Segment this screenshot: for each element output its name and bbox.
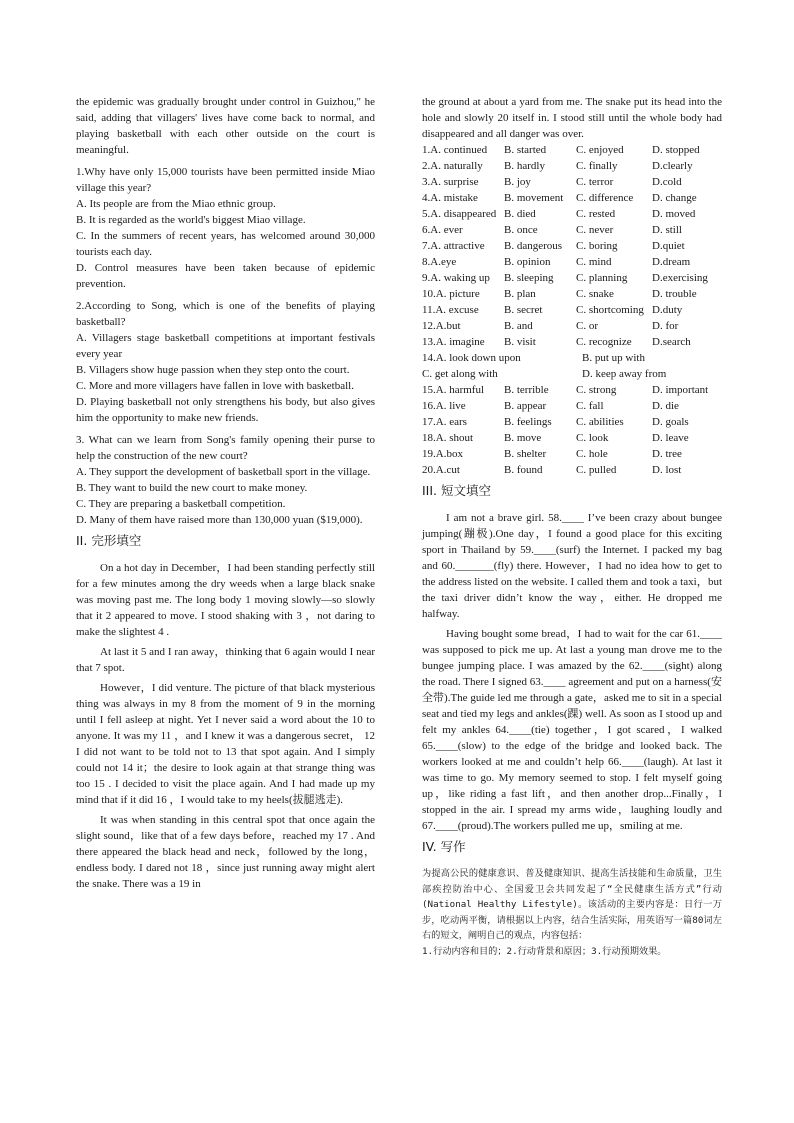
writing-points: 1.行动内容和目的；2.行动背景和原因；3.行动预期效果。 <box>422 945 667 957</box>
option-c: C. In the summers of recent years, has welcomed around 30,000 tourists each day. <box>76 230 375 258</box>
option-a: A. Its people are from the Miao ethnic group. <box>76 198 276 210</box>
option-a: A. Villagers stage basketball competitions at important festivals every year <box>76 332 375 360</box>
section-3-heading: III. 短文填空 <box>422 483 492 498</box>
question-stem: 2.According to Song, which is one of the benefits of playing basketball? <box>76 300 375 328</box>
option-row: 13.A. imagine B. visit C. recognize D.search <box>422 336 691 348</box>
option-c: C. They are preparing a basketball competition. <box>76 498 286 510</box>
option-c: C. More and more villagers have fallen in love with basketball. <box>76 380 354 392</box>
option-row: 20.A.cut B. found C. pulled D. lost <box>422 464 682 476</box>
cloze-paragraph: It was when standing in this central spot that once again the slight sound，like that of a few days before，reached my 17 . And there appeared the black head and neck，followed by the long，endless body. I dared not 18 ，since just running away might alert the snake. There was a 19 in <box>76 814 375 890</box>
option-row: 15.A. harmful B. terrible C. strong D. important <box>422 384 709 396</box>
question-3 <box>76 432 375 528</box>
cloze-continuation: the ground at about a yard from me. The snake put its head into the hole and slowly 20 itself in. I stood still until the whole body had disappeared and all danger was over. <box>422 96 722 140</box>
question-stem: 3. What can we learn from Song's family opening their purse to help the construction of the new court? <box>76 434 375 462</box>
question-1 <box>76 164 375 292</box>
option-row: 11.A. excuse B. secret C. shortcoming D.duty <box>422 304 683 316</box>
option-row: 2.A. naturally B. hardly C. finally D.clearly <box>422 160 693 172</box>
cloze-paragraph: On a hot day in December，I had been standing perfectly still for a few minutes among the dry weeds when a large black snake was moving past me. The long body 1 moving slowly—so slowly that it 2 appeared to move. I stood shaking with 3 ，not daring to make the slightest 4 . <box>76 562 375 638</box>
cloze-options <box>422 142 722 478</box>
option-row: 3.A. surprise B. joy C. terror D.cold <box>422 176 682 188</box>
option-row: 8.A.eye B. opinion C. mind D.dream <box>422 256 691 268</box>
option-d: D. Control measures have been taken because of epidemic prevention. <box>76 262 375 290</box>
section-4-heading: IV. 写作 <box>422 839 466 854</box>
fill-paragraph: Having bought some bread，I had to wait for the car 61.____ was supposed to pick me up. At last a young man drove me to the bungee jumping place. I was amazed by the 62.____(sight) along the road. There I signed 63.____ agreement and put on a harness(安全带).The guide led me through a gate，asked me to sit in a special seat and tied my legs and ankles(踝) well. As soon as I stood up and felt my ankles 64.____(tie) together，I got scared，I walked 65.____(slow) to the edge of the bridge and looked back. The workers looked at me and couldn’t help 66.____(laugh). At last it was time to go. My memory seemed to stop. I felt myself going up，like riding a fast lift，and then another drop...Finally，I stopped in the air. I spread my arms wide，laughing loudly and 67.____(proud).The workers pulled me up，smiling at me. <box>422 628 722 832</box>
option-b: B. It is regarded as the world's biggest Miao village. <box>76 214 306 226</box>
option-row: 12.A.but B. and C. or D. for <box>422 320 679 332</box>
question-stem: 1.Why have only 15,000 tourists have been permitted inside Miao village this year? <box>76 166 375 194</box>
option-b: B. They want to build the new court to make money. <box>76 482 308 494</box>
right-column <box>422 94 722 959</box>
cloze-paragraph: However，I did venture. The picture of that black mysterious thing was always in my 8 from the moment of 9 in the morning until I fell asleep at night. Yet I never said a word about the 10 to anyone. It was my 11 ，and I knew it was a dangerous secret， 12 I did not want to be told not to 13 that spot again. And I simply could not 14 it；the desire to look again at that strange thing was too 15 . I decided to visit the place again. And I had made up my mind that if it did 16 ，I would take to my heels(拔腿逃走). <box>76 682 375 806</box>
option-a: A. They support the development of basketball sport in the village. <box>76 466 371 478</box>
option-row: 10.A. picture B. plan C. snake D. trouble <box>422 288 697 300</box>
left-column <box>76 94 375 892</box>
option-row: 17.A. ears B. feelings C. abilities D. goals <box>422 416 689 428</box>
option-row: 5.A. disappeared B. died C. rested D. moved <box>422 208 696 220</box>
intro-paragraph: the epidemic was gradually brought under control in Guizhou," he said, adding that villagers' lives have come back to normal, and playing basketball with each other outside on the court is meaningful. <box>76 96 375 156</box>
option-row: 14.A. look down upon B. put up with <box>422 352 645 364</box>
option-row: 1.A. continued B. started C. enjoyed D. stopped <box>422 144 700 156</box>
option-row: 18.A. shout B. move C. look D. leave <box>422 432 689 444</box>
writing-prompt: 为提高公民的健康意识、普及健康知识、提高生活技能和生命质量，卫生部疾控防治中心、全国爱卫会共同发起了“全民健康生活方式”行动(National Healthy Lifestyle)。该活动的主要内容是：日行一万步，吃动两平衡，请根据以上内容，结合生活实际，用英语写一篇80词左右的短文，阐明自己的观点，内容包括： <box>422 868 722 941</box>
option-row: 9.A. waking up B. sleeping C. planning D.exercising <box>422 272 708 284</box>
option-d: D. Many of them have raised more than 130,000 yuan ($19,000). <box>76 514 363 526</box>
option-row: 7.A. attractive B. dangerous C. boring D.quiet <box>422 240 685 252</box>
option-d: D. Playing basketball not only strengthens his body, but also gives him the opportunity to make new friends. <box>76 396 375 424</box>
option-row: 19.A.box B. shelter C. hole D. tree <box>422 448 682 460</box>
option-row: 16.A. live B. appear C. fall D. die <box>422 400 679 412</box>
option-b: B. Villagers show huge passion when they step onto the court. <box>76 364 350 376</box>
fill-paragraph: I am not a brave girl. 58.____ I’ve been crazy about bungee jumping(蹦极).One day，I found a good place for this exciting sport in Thailand by 59.____(surf) the Internet. I packed my bag and 60._______(fly) there. However，I had no idea how to get to the address listed on the website. I called them and took a taxi，but the taxi driver didn’t know the way，either. He dropped me halfway. <box>422 512 722 620</box>
question-2 <box>76 298 375 426</box>
option-row: 6.A. ever B. once C. never D. still <box>422 224 682 236</box>
cloze-paragraph: At last it 5 and I ran away，thinking that 6 again would I near that 7 spot. <box>76 646 375 674</box>
option-row: C. get along with D. keep away from <box>422 368 667 380</box>
section-2-heading: II. 完形填空 <box>76 533 142 548</box>
option-row: 4.A. mistake B. movement C. difference D. change <box>422 192 697 204</box>
